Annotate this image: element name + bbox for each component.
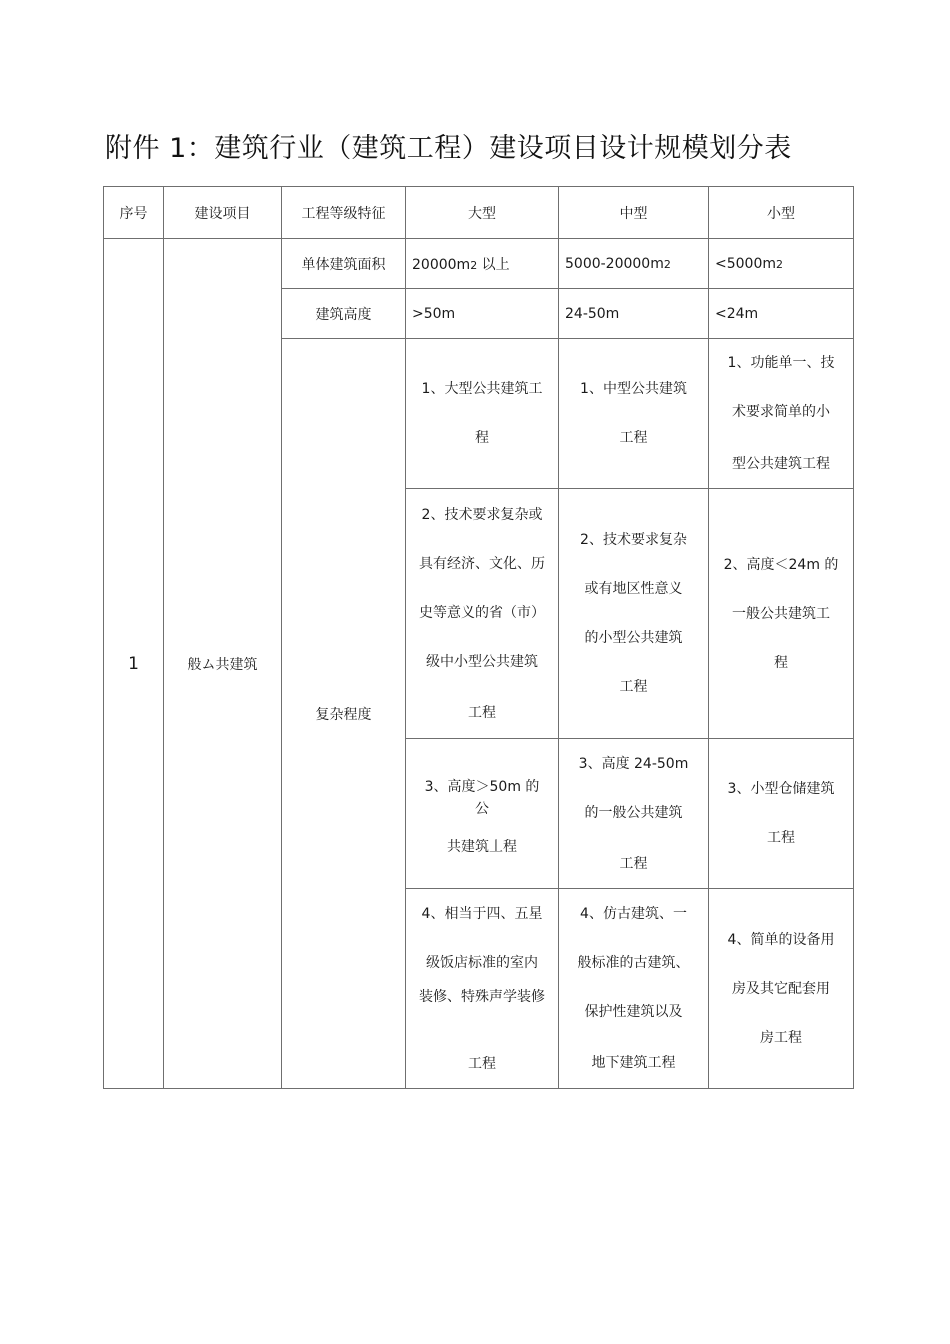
area-medium-unit-sub: 2 <box>663 257 671 271</box>
desc-line: 3、高度 24-50m <box>578 755 689 772</box>
complexity-4-small <box>709 889 854 1089</box>
complexity-3-small <box>709 739 854 889</box>
complexity-3-medium <box>559 739 709 889</box>
desc-line: 的一般公共建筑 <box>584 804 683 821</box>
complexity-label: 复杂程度 <box>282 339 406 1089</box>
desc-line: 型公共建筑工程 <box>732 456 830 472</box>
desc-line: 程 <box>475 430 489 446</box>
desc-line: 3、小型仓储建筑 <box>727 781 835 797</box>
desc-line: 具有经济、文化、历 <box>419 555 545 572</box>
complexity-2-large <box>406 489 559 739</box>
header-project: 建设项目 <box>164 187 282 239</box>
desc-line: 3、高度＞50m 的 <box>424 778 540 795</box>
area-large-value: 20000m <box>412 256 471 273</box>
area-small <box>709 239 854 289</box>
desc-line: 工程 <box>619 430 648 446</box>
page-title: 附件 1：建筑行业（建筑工程）建设项目设计规模划分表 <box>105 133 792 164</box>
desc-line: 4、简单的设备用 <box>727 931 835 948</box>
desc-line: 保护性建筑以及 <box>584 1004 683 1020</box>
height-large: >50m <box>406 289 559 339</box>
project-cell: 般ム共建筑 <box>164 239 282 1089</box>
desc-line: 1、大型公共建筑工 <box>421 381 543 397</box>
desc-line: 的小型公共建筑 <box>584 630 683 646</box>
desc-line: 工程 <box>468 704 496 721</box>
desc-line: 地下建筑工程 <box>591 1055 676 1071</box>
desc-line: 房工程 <box>760 1029 802 1046</box>
desc-line: 一般公共建筑工 <box>732 605 830 622</box>
desc-line: 工程 <box>619 855 648 872</box>
header-feature: 工程等级特征 <box>282 187 406 239</box>
seq-cell <box>104 239 164 1089</box>
desc-line: 2、技术要求复杂 <box>580 532 687 548</box>
complexity-2-medium <box>559 489 709 739</box>
header-small: 小型 <box>709 187 854 239</box>
desc-line: 史等意义的省（市） <box>419 604 545 621</box>
table-header-row <box>104 187 854 239</box>
complexity-1-large <box>406 339 559 489</box>
desc-line: 公 <box>475 800 489 817</box>
complexity-4-large <box>406 889 559 1089</box>
desc-line: 房及其它配套用 <box>732 980 830 997</box>
desc-line: 术要求简单的小 <box>732 404 830 420</box>
desc-line: 级饭店标准的室内 <box>426 954 538 971</box>
desc-line: 2、高度＜24m 的 <box>723 556 839 573</box>
desc-line: 工程 <box>468 1055 496 1072</box>
area-large-unit-sub: 2 <box>470 258 478 272</box>
height-medium: 24-50m <box>559 289 709 339</box>
desc-line: 或有地区性意义 <box>584 581 683 597</box>
area-medium <box>559 239 709 289</box>
header-large: 大型 <box>406 187 559 239</box>
desc-line: 4、相当于四、五星 <box>421 905 543 922</box>
desc-line: 4、仿古建筑、一 <box>580 906 687 922</box>
complexity-3-large <box>406 739 559 889</box>
complexity-1-medium <box>559 339 709 489</box>
table-row-area <box>104 239 854 289</box>
desc-line: 般标准的古建筑、 <box>577 955 690 971</box>
complexity-2-small <box>709 489 854 739</box>
area-medium-value: 5000-20000m <box>565 255 664 272</box>
header-seq: 序号 <box>104 187 164 239</box>
design-scale-table <box>103 186 854 1089</box>
desc-line: 级中小型公共建筑 <box>426 653 538 670</box>
desc-line: 工程 <box>619 679 648 695</box>
area-small-value: <5000m <box>715 255 776 272</box>
desc-line: 1、功能单一、技 <box>727 355 835 371</box>
desc-line: 装修、特殊声学装修 <box>419 988 545 1005</box>
height-small: <24m <box>709 289 854 339</box>
complexity-1-small <box>709 339 854 489</box>
area-small-unit-sub: 2 <box>776 257 783 271</box>
desc-line: 1、中型公共建筑 <box>580 381 687 397</box>
header-medium: 中型 <box>559 187 709 239</box>
desc-line: 共建筑丄程 <box>447 838 517 855</box>
complexity-4-medium <box>559 889 709 1089</box>
area-large-suffix: 以上 <box>481 256 510 273</box>
desc-line: 程 <box>774 654 788 671</box>
area-large <box>406 239 559 289</box>
desc-line: 工程 <box>767 830 795 846</box>
area-label: 单体建筑面积 <box>282 239 406 289</box>
seq-value: 1 <box>128 653 139 674</box>
height-label: 建筑高度 <box>282 289 406 339</box>
desc-line: 2、技术要求复杂或 <box>421 506 543 523</box>
